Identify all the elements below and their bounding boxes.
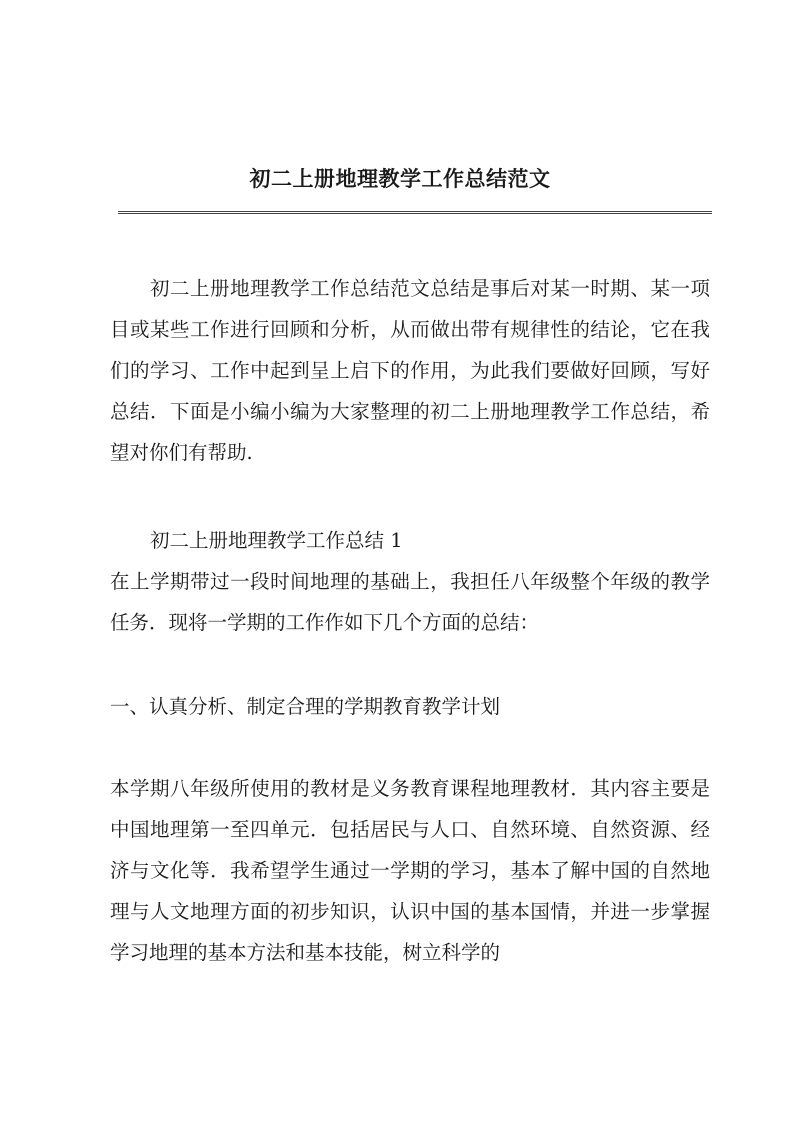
document-title: 初二上册地理教学工作总结范文 — [249, 166, 551, 191]
subheading-block — [110, 686, 710, 727]
body-paragraph: 本学期八年级所使用的教材是义务教育课程地理教材．其内容主要是中国地理第一至四单元．包括居民与人口、自然环境、自然资源、经济与文化等．我希望学生通过一学期的学习，基本了解中国的自然地理与人文地理方面的初步知识，认识中国的基本国情，并进一步掌握学习地理的基本方法和基本技能，树立科学的 — [110, 777, 710, 964]
section-intro: 在上学期带过一段时间地理的基础上，我担任八年级整个年级的教学任务．现将一学期的工作作如下几个方面的总结： — [110, 570, 710, 634]
section-block — [110, 520, 710, 643]
intro-paragraph-block — [110, 268, 710, 473]
intro-paragraph: 初二上册地理教学工作总结范文总结是事后对某一时期、某一项目或某些工作进行回顾和分析，从而做出带有规律性的结论，它在我们的学习、工作中起到呈上启下的作用，为此我们要做好回顾，写好总结．下面是小编小编为大家整理的初二上册地理教学工作总结，希望对你们有帮助. — [110, 277, 710, 464]
subheading: 一、认真分析、制定合理的学期教育教学计划 — [110, 695, 501, 718]
body-text-block — [110, 768, 710, 973]
section-heading: 初二上册地理教学工作总结 1 — [150, 529, 403, 552]
title-divider — [118, 211, 712, 214]
